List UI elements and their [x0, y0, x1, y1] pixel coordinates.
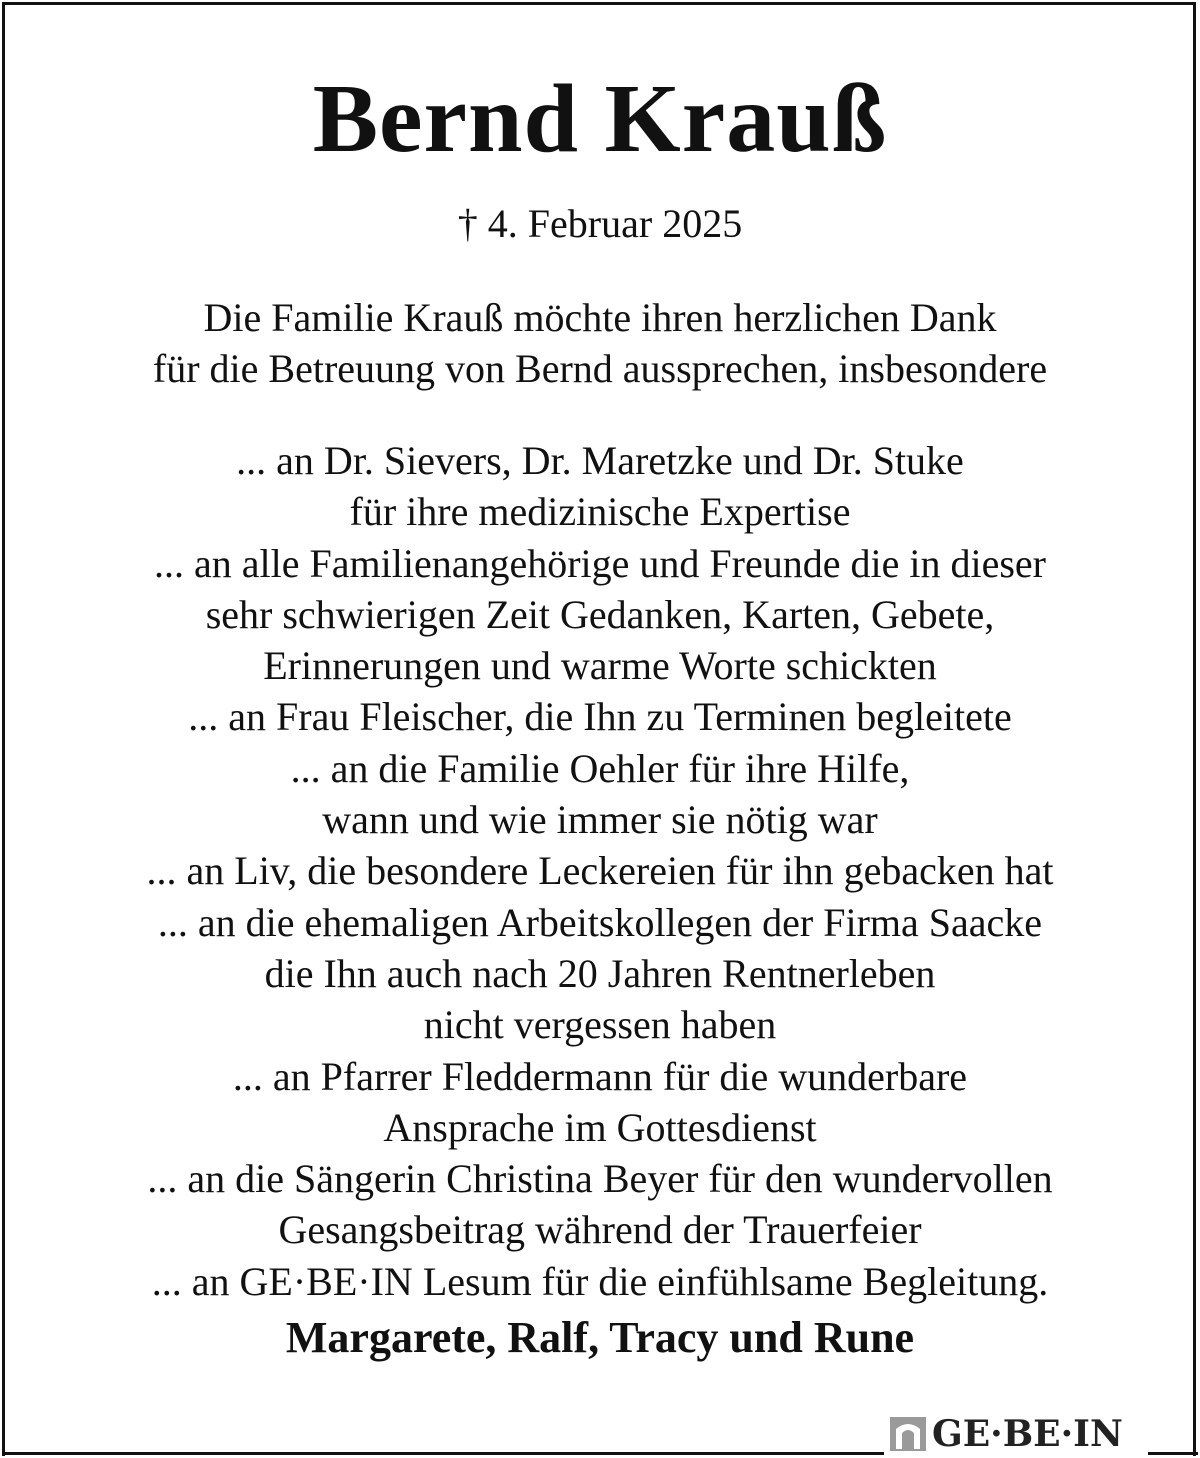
thanks-line: Ansprache im Gottesdienst [383, 1104, 817, 1150]
thanks-line: für ihre medizinische Expertise [349, 489, 851, 535]
thanks-line: ... an die ehemaligen Arbeitskollegen der Firma Saacke [157, 899, 1043, 945]
thanks-line: wann und wie immer sie nötig war [322, 797, 878, 843]
thanks-line: nicht vergessen haben [423, 1002, 777, 1048]
thanks-line: ... an Dr. Sievers, Dr. Maretzke und Dr. Stuke [236, 438, 964, 483]
thanks-line: ... an GE·BE·IN Lesum für die einfühlsame Begleitung. [151, 1258, 1049, 1304]
thanks-line: ... an die Familie Oehler für ihre Hilfe, [290, 745, 910, 791]
signers: Margarete, Ralf, Tracy und Rune [285, 1313, 915, 1362]
gebein-logo [888, 1413, 1123, 1455]
bottom-rule-end [1148, 1452, 1198, 1455]
thanks-line: ... an Frau Fleischer, die Ihn zu Terminen begleitete [188, 694, 1012, 740]
intro-line: Die Familie Krauß möchte ihren herzlichen Dank [203, 295, 997, 340]
deceased-name: Bernd Krauß [312, 65, 888, 173]
thanks-line: Gesangsbeitrag während der Trauerfeier [278, 1207, 922, 1253]
bottom-rule [2, 1452, 884, 1455]
thanks-line: ... an die Sängerin Christina Beyer für den wundervollen [147, 1156, 1053, 1202]
thanks-list [0, 435, 1200, 1307]
thanks-line: ... an Liv, die besondere Leckereien für ihn gebacken hat [146, 848, 1054, 894]
intro-text [0, 292, 1200, 394]
logo-text: GE·BE·IN [932, 1413, 1123, 1455]
thanks-line: sehr schwierigen Zeit Gedanken, Karten, Gebete, [205, 591, 995, 637]
thanks-line: Erinnerungen und warme Worte schickten [263, 643, 937, 689]
intro-line: für die Betreuung von Bernd aussprechen, insbesondere [152, 346, 1048, 391]
death-date: † 4. Februar 2025 [457, 201, 743, 246]
thanks-line: ... an alle Familienangehörige und Freunde die in dieser [154, 540, 1046, 586]
thanks-line: ... an Pfarrer Fleddermann für die wunderbare [232, 1053, 968, 1099]
thanks-line: die Ihn auch nach 20 Jahren Rentnerleben [264, 950, 936, 996]
gebein-logo-icon [888, 1415, 928, 1453]
